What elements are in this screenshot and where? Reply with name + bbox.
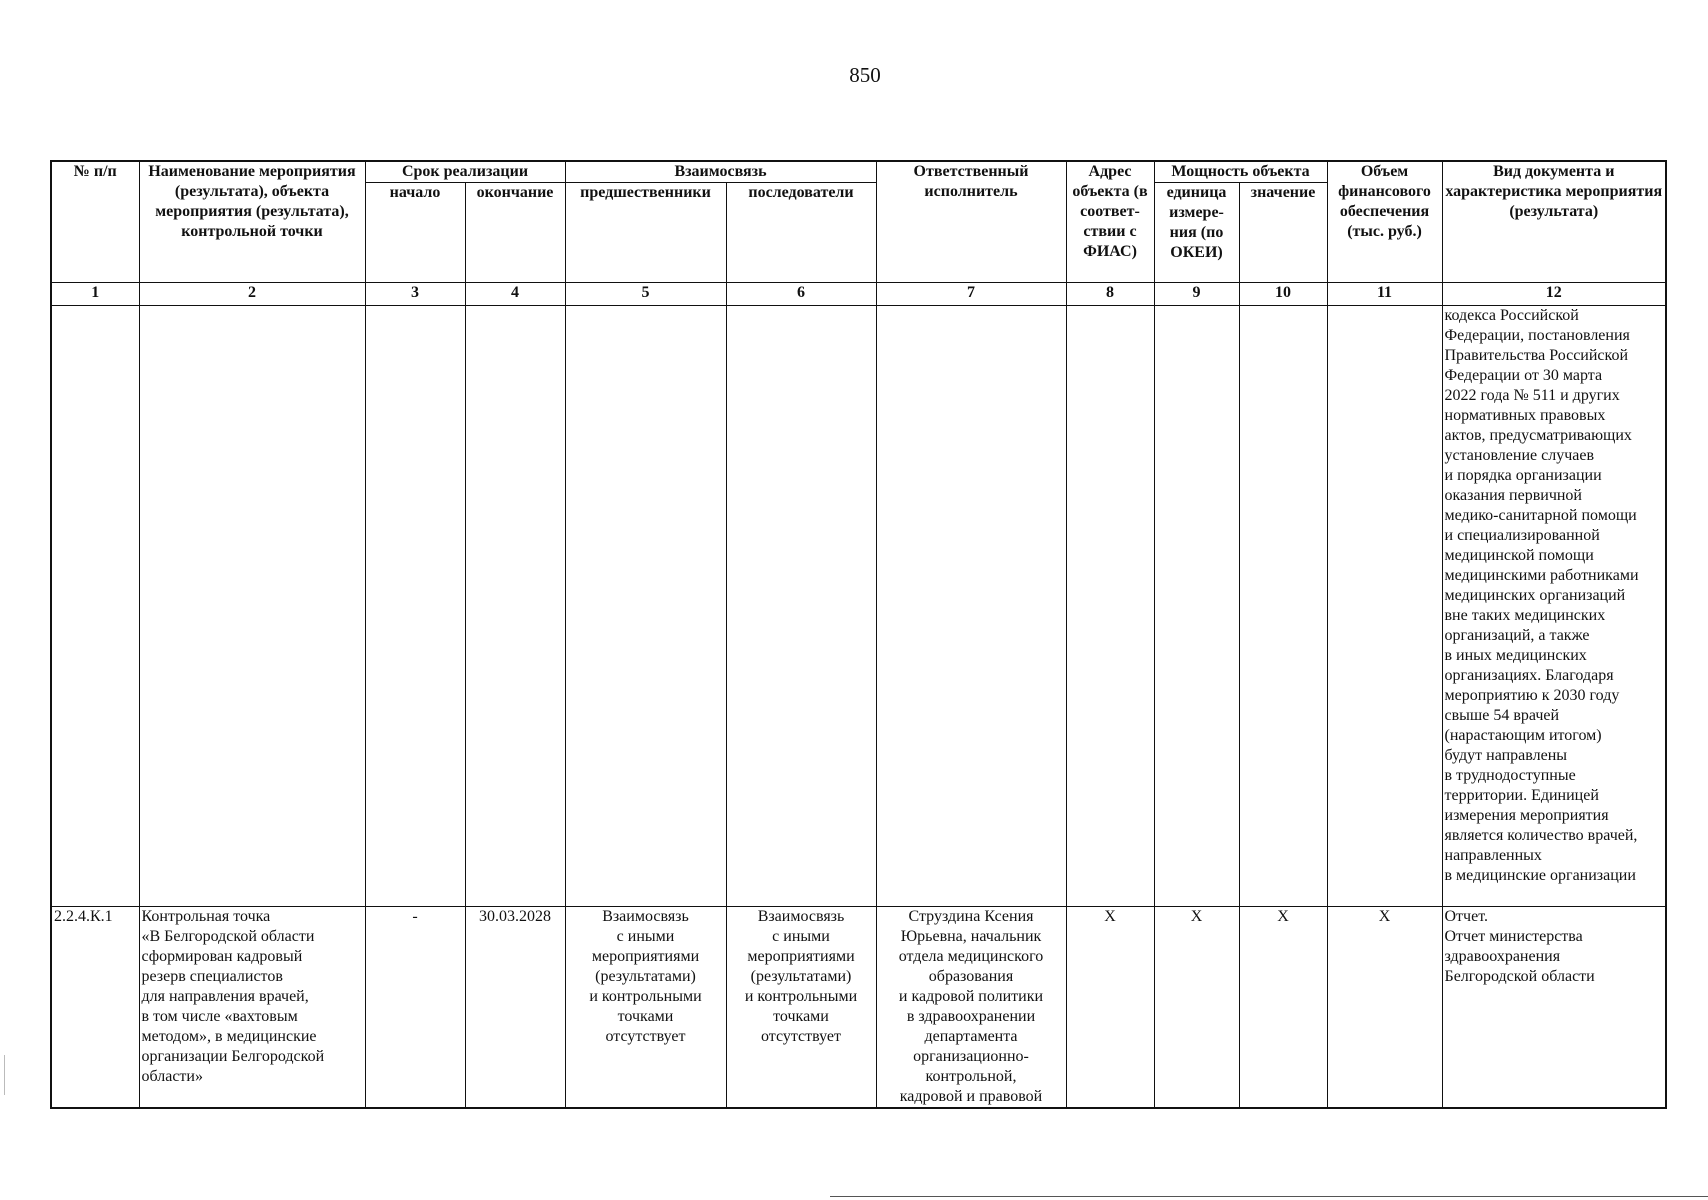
header-link-pred: предшественники bbox=[565, 183, 726, 283]
events-table bbox=[50, 160, 1667, 1109]
header-row-1 bbox=[51, 161, 1666, 183]
column-number: 6 bbox=[726, 283, 876, 306]
row-finance: Х bbox=[1327, 907, 1442, 1109]
table-cell bbox=[365, 306, 465, 907]
table-cell bbox=[1327, 306, 1442, 907]
row-value: Х bbox=[1239, 907, 1327, 1109]
table-row bbox=[51, 907, 1666, 1109]
column-number: 8 bbox=[1066, 283, 1154, 306]
continuation-row bbox=[51, 306, 1666, 907]
header-term-end: окончание bbox=[465, 183, 565, 283]
margin-mark bbox=[4, 1055, 5, 1095]
row-unit: Х bbox=[1154, 907, 1239, 1109]
header-doc-type: Вид документа и характеристика мероприятия (результата) bbox=[1442, 161, 1666, 283]
header-capacity-unit: единица измере-ния (по ОКЕИ) bbox=[1154, 183, 1239, 283]
header-name: Наименование мероприятия (результата), объекта мероприятия (результата), контрольной точки bbox=[139, 161, 365, 283]
row-responsible: Струздина Ксения Юрьевна, начальник отдела медицинского образования и кадровой политики в здравоохранении департамента организационно- контрольной, кадровой и правовой bbox=[876, 907, 1066, 1109]
column-number: 3 bbox=[365, 283, 465, 306]
column-number: 7 bbox=[876, 283, 1066, 306]
header-term-start: начало bbox=[365, 183, 465, 283]
table-cell bbox=[1154, 306, 1239, 907]
row-successors: Взаимосвязь с иными мероприятиями (результатами) и контрольными точками отсутствует bbox=[726, 907, 876, 1109]
column-number: 9 bbox=[1154, 283, 1239, 306]
page-number: 850 bbox=[849, 63, 881, 87]
row-address: Х bbox=[1066, 907, 1154, 1109]
column-number: 10 bbox=[1239, 283, 1327, 306]
header-finance: Объем финансового обеспечения (тыс. руб.) bbox=[1327, 161, 1442, 283]
table-cell bbox=[565, 306, 726, 907]
header-link-group: Взаимосвязь bbox=[565, 161, 876, 183]
header-capacity-group: Мощность объекта bbox=[1154, 161, 1327, 183]
column-number: 11 bbox=[1327, 283, 1442, 306]
column-number-row bbox=[51, 283, 1666, 306]
header-link-succ: последователи bbox=[726, 183, 876, 283]
row-predecessors: Взаимосвязь с иными мероприятиями (результатами) и контрольными точками отсутствует bbox=[565, 907, 726, 1109]
column-number: 1 bbox=[51, 283, 139, 306]
row-doc: Отчет. Отчет министерства здравоохранения Белгородской области bbox=[1442, 907, 1666, 1109]
header-capacity-value: значение bbox=[1239, 183, 1327, 283]
header-address: Адрес объекта (в соответ-ствии с ФИАС) bbox=[1066, 161, 1154, 283]
column-number: 4 bbox=[465, 283, 565, 306]
row-end: 30.03.2028 bbox=[465, 907, 565, 1109]
doc-characteristic-continued: кодекса Российской Федерации, постановления Правительства Российской Федерации от 30 марта 2022 года № 511 и других нормативных правовых актов, предусматривающих установление случаев и порядка организации оказания первичной медико-санитарной помощи и специализированной медицинской помощи медицинскими работниками медицинских организаций вне таких медицинских организаций, а также в иных медицинских организациях. Благодаря мероприятию к 2030 году свыше 54 врачей (нарастающим итогом) будут направлены в труднодоступные территории. Единицей измерения мероприятия является количество врачей, направленных в медицинские организации bbox=[1442, 306, 1666, 907]
table-cell bbox=[139, 306, 365, 907]
row-number: 2.2.4.К.1 bbox=[51, 907, 139, 1109]
bottom-rule bbox=[830, 1196, 1708, 1197]
header-responsible: Ответственный исполнитель bbox=[876, 161, 1066, 283]
table-cell bbox=[51, 306, 139, 907]
table-cell bbox=[876, 306, 1066, 907]
header-term-group: Срок реализации bbox=[365, 161, 565, 183]
row-start: - bbox=[365, 907, 465, 1109]
table-cell bbox=[465, 306, 565, 907]
column-number: 12 bbox=[1442, 283, 1666, 306]
table-cell bbox=[1239, 306, 1327, 907]
table-cell bbox=[1066, 306, 1154, 907]
column-number: 2 bbox=[139, 283, 365, 306]
column-number: 5 bbox=[565, 283, 726, 306]
header-num: № п/п bbox=[51, 161, 139, 283]
row-name: Контрольная точка «В Белгородской области сформирован кадровый резерв специалистов для направления врачей, в том числе «вахтовым методом», в медицинские организации Белгородской области» bbox=[139, 907, 365, 1109]
table-cell bbox=[726, 306, 876, 907]
